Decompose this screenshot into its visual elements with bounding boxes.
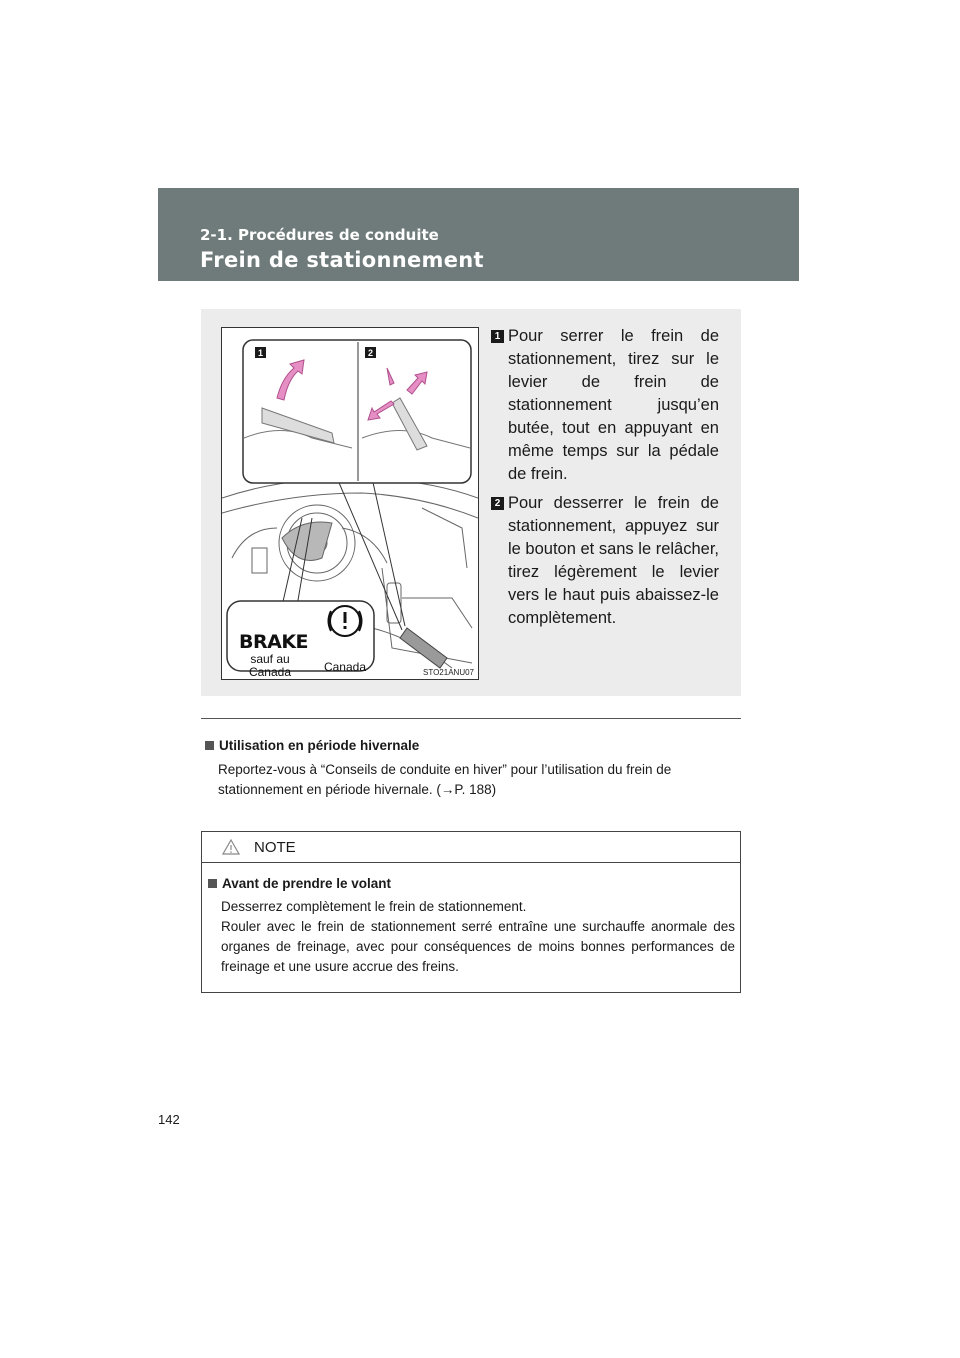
step-1 (491, 325, 719, 486)
step-2 (491, 492, 719, 630)
note-content (208, 876, 735, 977)
brake-warning-text: BRAKE (239, 631, 309, 653)
steps-list (491, 325, 719, 636)
label-canada: Canada (323, 660, 367, 674)
content-box (201, 309, 741, 696)
parking-brake-illustration (221, 327, 479, 680)
step-number-badge: 2 (491, 497, 504, 510)
step-text: Pour serrer le frein de stationnement, tirez sur le levier de frein de stationnement jusqu’en butée, tout en appuyant en même temps sur la pédale de frein. (508, 327, 719, 483)
note-line-1: Desserrez complètement le frein de stationnement. (221, 899, 527, 914)
info-heading (205, 738, 739, 753)
panel-badge-1: 1 (257, 348, 264, 358)
page-number: 142 (158, 1112, 180, 1127)
note-header (202, 832, 740, 863)
warning-triangle-icon (222, 839, 240, 860)
info-section (205, 738, 739, 800)
note-heading (208, 876, 735, 891)
image-code: STO21ANU07 (423, 668, 474, 677)
note-box (201, 831, 741, 993)
info-heading-text: Utilisation en période hivernale (219, 738, 420, 753)
note-body (208, 897, 735, 977)
note-line-2: Rouler avec le frein de stationnement serré entraîne une surchauffe anormale des organes de freinage, avec pour conséquences de moins bonnes performances de freinage et une usure accrue des freins. (221, 919, 735, 974)
square-bullet-icon (205, 741, 214, 750)
step-number-badge: 1 (491, 330, 504, 343)
note-title: NOTE (254, 839, 296, 856)
label-except-canada: sauf au Canada (248, 652, 292, 679)
section-label: 2-1. Procédures de conduite (200, 226, 439, 244)
info-body: Reportez-vous à “Conseils de conduite en hiver” pour l’utilisation du frein de stationnement en période hivernale. (→P. 188) (218, 762, 672, 797)
section-divider (201, 718, 741, 719)
step-text: Pour desserrer le frein de stationnement, appuyez sur le bouton et sans le relâcher, tirez légèrement le levier vers le haut puis abaissez-le complètement. (508, 494, 719, 627)
page-title: Frein de stationnement (200, 248, 484, 272)
section-header (158, 188, 799, 281)
note-heading-text: Avant de prendre le volant (222, 876, 392, 891)
square-bullet-icon (208, 879, 217, 888)
panel-badge-2: 2 (367, 348, 374, 358)
